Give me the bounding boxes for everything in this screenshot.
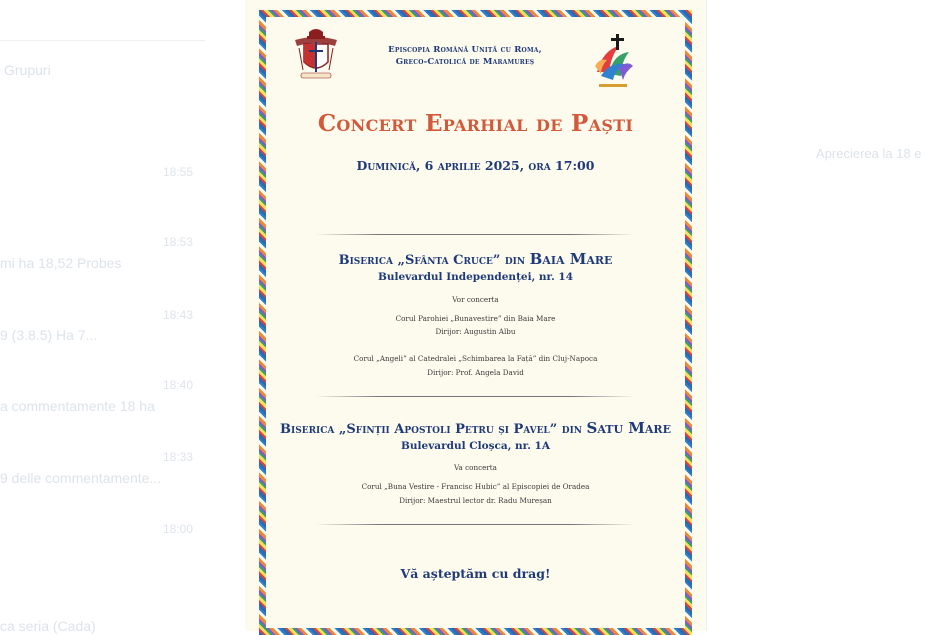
bg-time: 18:43	[163, 308, 194, 322]
bg-label: 9 delle commentamente...	[0, 470, 162, 486]
intro-text: Va concerta	[454, 463, 497, 472]
choir-1: Corul Parohiei „Bunavestire” din Baia Mare	[395, 314, 556, 323]
pilgrims-logo-icon	[589, 32, 637, 94]
divider	[0, 40, 205, 41]
conductor-1: Dirijor: Augustin Albu	[435, 327, 516, 336]
bg-time: 18:00	[163, 522, 194, 536]
city-name: Baia Mare	[529, 250, 613, 268]
section-divider	[315, 234, 635, 235]
section-divider	[315, 524, 635, 525]
address-satu-mare: Bulevardul Cloșca, nr. 1A	[401, 440, 550, 452]
church-name: Biserica „Sfânta Cruce” din	[338, 253, 530, 268]
city-name: Satu Mare	[586, 419, 671, 437]
choir-3: Corul „Buna Vestire - Francisc Hubic” al Episcopiei de Oradea	[361, 482, 590, 491]
diocese-header	[365, 44, 565, 68]
concert-date: Duminică, 6 aprilie 2025, ora 17:00	[356, 158, 595, 173]
section-divider	[315, 396, 635, 397]
diocese-line-2: Greco-Catolică de Maramureș	[395, 57, 535, 67]
bg-time: 18:33	[163, 450, 194, 464]
choir-2: Corul „Angeli” al Catedralei „Schimbarea la Față” din Cluj-Napoca	[353, 354, 598, 363]
church-satu-mare	[245, 419, 706, 437]
episcopal-crest-icon	[291, 26, 341, 82]
church-name: Biserica „Sfinții Apostoli Petru și Pavel” din	[280, 422, 587, 437]
intro-text: Vor concerta	[452, 295, 499, 304]
bg-label: Grupuri	[4, 62, 51, 78]
closing-message: Vă așteptăm cu drag!	[400, 566, 551, 581]
bg-label: a commentamente 18 ha	[0, 398, 155, 414]
church-baia-mare	[245, 250, 706, 268]
bg-label: mi ha 18,52 Probes	[0, 255, 122, 271]
bg-label: ca seria (Cada)	[0, 618, 96, 634]
poster	[245, 0, 706, 631]
address-baia-mare: Bulevardul Independenței, nr. 14	[377, 271, 574, 283]
bg-right-text: Aprecierea la 18 e	[816, 146, 922, 161]
bg-label: 9 (3.8.5) Ha 7...	[0, 327, 98, 343]
bg-time: 18:55	[163, 165, 194, 179]
bg-time: 18:53	[163, 235, 194, 249]
bg-time: 18:40	[163, 378, 194, 392]
diocese-line-1: Episcopia Română Unită cu Roma,	[388, 45, 542, 55]
conductor-2: Dirijor: Prof. Angela David	[427, 368, 524, 377]
concert-title: Concert Eparhial de Paști	[317, 110, 634, 137]
divider	[706, 0, 707, 631]
conductor-3: Dirijor: Maestrul lector dr. Radu Mureșan	[399, 496, 552, 505]
